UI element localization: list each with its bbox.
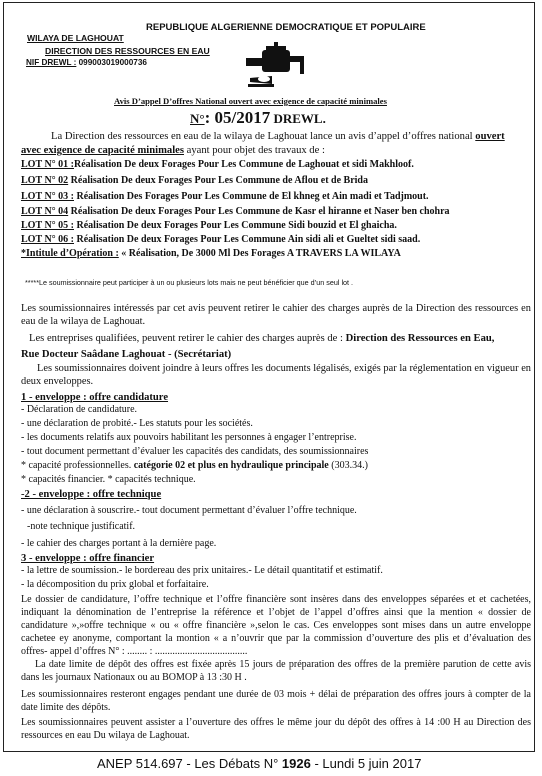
opening-paragraph: Les soumissionnaires peuvent assister a l’ouverture des offres le même jour du dépôt des offres à 14 :00 H au Direction des ressources en eau Du wilaya de Laghouat. — [21, 717, 531, 741]
direction-name: DIRECTION DES RESSOURCES EN EAU — [45, 46, 210, 56]
envelope1-item: - les documents relatifs aux pouvoirs habilitant les personnes à engager l’entreprise. — [21, 432, 357, 443]
number-suffix: DREWL. — [273, 111, 326, 126]
tender-number — [190, 108, 326, 128]
intro-line2-underlined: avec exigence de capacité minimales — [21, 145, 184, 156]
envelope1-item: - Déclaration de candidature. — [21, 404, 138, 415]
address-line: Rue Docteur Saâdane Laghouat - (Secrétariat) — [21, 349, 232, 360]
wilaya-name: WILAYA DE LAGHOUAT — [27, 33, 124, 43]
intro-ouvert: ouvert — [475, 131, 505, 142]
intro-line2: ayant pour objet des travaux de : — [186, 145, 325, 156]
lot-item: LOT N° 01 :Réalisation De deux Forages Pour Les Commune de Laghouat et sidi Makhloof. — [21, 159, 414, 170]
envelope2-item: -note technique justificatif. — [27, 521, 136, 532]
capacity-financial: * capacités financier. * capacités technique. — [21, 474, 196, 485]
operation-title: *Intitule d’Opération : « Réalisation, De 3000 Ml Des Forages A TRAVERS LA WILAYA — [21, 248, 401, 259]
lot-item: LOT N° 03 : Réalisation Des Forages Pour Les Commune de El khneg et Ain madi et Tadjmout. — [21, 191, 429, 202]
nif-value: 099003019000736 — [78, 58, 147, 67]
intro-line2-wrap — [21, 144, 531, 157]
envelope3-item: - la lettre de soumission.- le bordereau des prix unitaires.- Le détail quantitatif et estimatif. — [21, 565, 383, 576]
envelope3-title: 3 - enveloppe : offre financier — [21, 553, 155, 564]
nif-label: NIF DREWL : — [26, 58, 77, 67]
lot-item: LOT N° 04 Réalisation De deux Forages Pour Les Commune de Kasr el hiranne et Naser ben chohra — [21, 206, 450, 217]
lot-item: LOT N° 06 : Réalisation De deux Forages Pour Les Commune Ain sidi ali et Gueltet sidi saad. — [21, 234, 421, 245]
tender-title: Avis D’appel D’offres National ouvert avec exigence de capacité minimales — [114, 96, 387, 106]
intro-line1: La Direction des ressources en eau de la wilaya de Laghouat lance un avis d’appel d’offres national — [51, 131, 473, 142]
footer-credit: ANEP 514.697 - Les Débats N° 1926 - Lundi 5 juin 2017 — [97, 756, 422, 771]
envelope2-title: -2 - enveloppe : offre technique — [21, 489, 162, 500]
dossier-paragraph: Le dossier de candidature, l’offre technique et l’offre financière sont insères dans des enveloppes séparées et et cachetées, indiquant la dénomination de l’entreprise la référence et l’objet de l’appel d’offres ainsi que la mention « dossier de candidature »,»offre technique « ou « offre financière »,selon le cas. Ces enveloppes sont mises dans un autre enveloppe cachetee ey anonyme, comportant la montion « a n’ouvrir que par la commission d’ouverture des plis et d’évaluation des offres- appel d’offres N° : ........ : ..................................... — [21, 594, 531, 657]
engagement-paragraph: Les soumissionnaires resteront engages pendant une durée de 03 mois + délai de préparation des offres jours à compter de la date limite des dépôts. — [21, 689, 531, 713]
intro-paragraph — [21, 130, 531, 143]
deadline-paragraph: La date limite de dépôt des offres est fixée après 15 jours de préparation des offres de la première parution de cette avis dans les journaux Nationaux ou au BOMOP à 13 :30 H . — [21, 659, 531, 683]
republic-heading: REPUBLIQUE ALGERIENNE DEMOCRATIQUE ET POPULAIRE — [146, 22, 426, 33]
envelope2-item: - une déclaration à souscrire.- tout document permettant d’évaluer l’offre technique. — [21, 505, 357, 516]
documents-paragraph: Les soumissionnaires doivent joindre à leurs offres les documents légalisés, exigés par la réglementation en vigueur en deux enveloppes. — [21, 363, 531, 387]
number-value: : 05/2017 — [204, 108, 271, 127]
lot-item: LOT N° 02 Réalisation De deux Forages Pour Les Commune de Aflou et de Brida — [21, 175, 368, 186]
capacity-professional: * capacité professionnelles. catégorie 02 et plus en hydraulique principale (303.34.) — [21, 460, 368, 471]
lot-item: LOT N° 05 : Réalisation De deux Forages Pour Les Commune Sidi bouzid et El ghaicha. — [21, 220, 397, 231]
lot-note: *****Le soumissionnaire peut participer à un ou plusieurs lots mais ne peut bénéficier que d’un seul lot . — [25, 278, 354, 287]
envelope3-item: - la décomposition du prix global et forfaitaire. — [21, 579, 209, 590]
envelope1-item: - tout document permettant d’évaluer les capacités des candidats, des soumissionnaires — [21, 446, 369, 457]
retirer-paragraph: Les soumissionnaires intéressés par cet avis peuvent retirer le cahier des charges auprès de la Direction des ressources en eau de la wilaya de Laghouat. — [21, 303, 531, 327]
envelope1-title: 1 - enveloppe : offre candidature — [21, 392, 169, 403]
entreprises-line: Les entreprises qualifiées, peuvent retirer le cahier des charges auprès de : Direction des Ressources en Eau, — [29, 333, 495, 344]
envelope2-item: - le cahier des charges portant à la dernière page. — [21, 538, 217, 549]
number-prefix: N° — [190, 111, 205, 126]
hydraulic-tap-icon — [244, 40, 308, 90]
nif-line — [26, 58, 147, 67]
envelope1-item: - une déclaration de probité.- Les statuts pour les sociétés. — [21, 418, 253, 429]
